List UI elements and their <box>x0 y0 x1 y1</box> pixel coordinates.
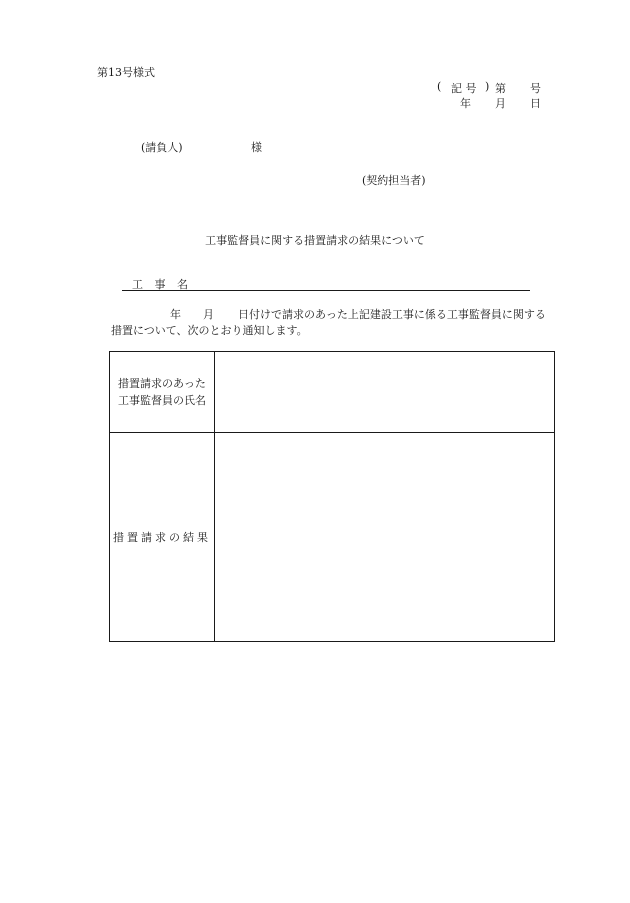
supervisor-name-label-line2: 工事監督員の氏名 <box>118 394 206 407</box>
date-year-label: 年 <box>460 97 471 110</box>
measure-result-label-cell <box>110 433 215 642</box>
honorific-sama: 様 <box>251 141 262 154</box>
supervisor-name-value-cell[interactable] <box>215 352 555 433</box>
supervisor-name-label-line1: 措置請求のあった <box>118 377 206 390</box>
supervisor-name-label-cell <box>110 352 215 433</box>
reference-dai-label: 第 <box>495 82 506 95</box>
contract-officer-label: (契約担当者) <box>362 174 426 187</box>
form-number: 第13号様式 <box>97 66 155 79</box>
measure-result-value-cell[interactable] <box>215 433 555 642</box>
date-month-label: 月 <box>495 97 506 110</box>
reference-mark-label: 記 号 <box>451 82 477 95</box>
reference-close-paren: ) <box>485 80 490 93</box>
table-row <box>110 352 555 433</box>
body-year-label: 年 <box>170 308 181 321</box>
reference-open-paren: ( <box>437 80 442 93</box>
result-table <box>109 351 555 642</box>
body-month-label: 月 <box>203 308 214 321</box>
table-row <box>110 433 555 642</box>
date-day-label: 日 <box>530 97 541 110</box>
contractor-label: (請負人) <box>141 141 183 154</box>
project-name-field <box>122 276 530 291</box>
project-name-label: 工 事 名 <box>132 278 192 291</box>
body-line1-text: 日付けで請求のあった上記建設工事に係る工事監督員に関する <box>238 308 546 321</box>
document-title: 工事監督員に関する措置請求の結果について <box>205 234 425 247</box>
body-line2-text: 措置について、次のとおり通知します。 <box>111 324 308 337</box>
measure-result-label: 措置請求の結果 <box>113 530 211 544</box>
reference-go-label: 号 <box>530 82 541 95</box>
